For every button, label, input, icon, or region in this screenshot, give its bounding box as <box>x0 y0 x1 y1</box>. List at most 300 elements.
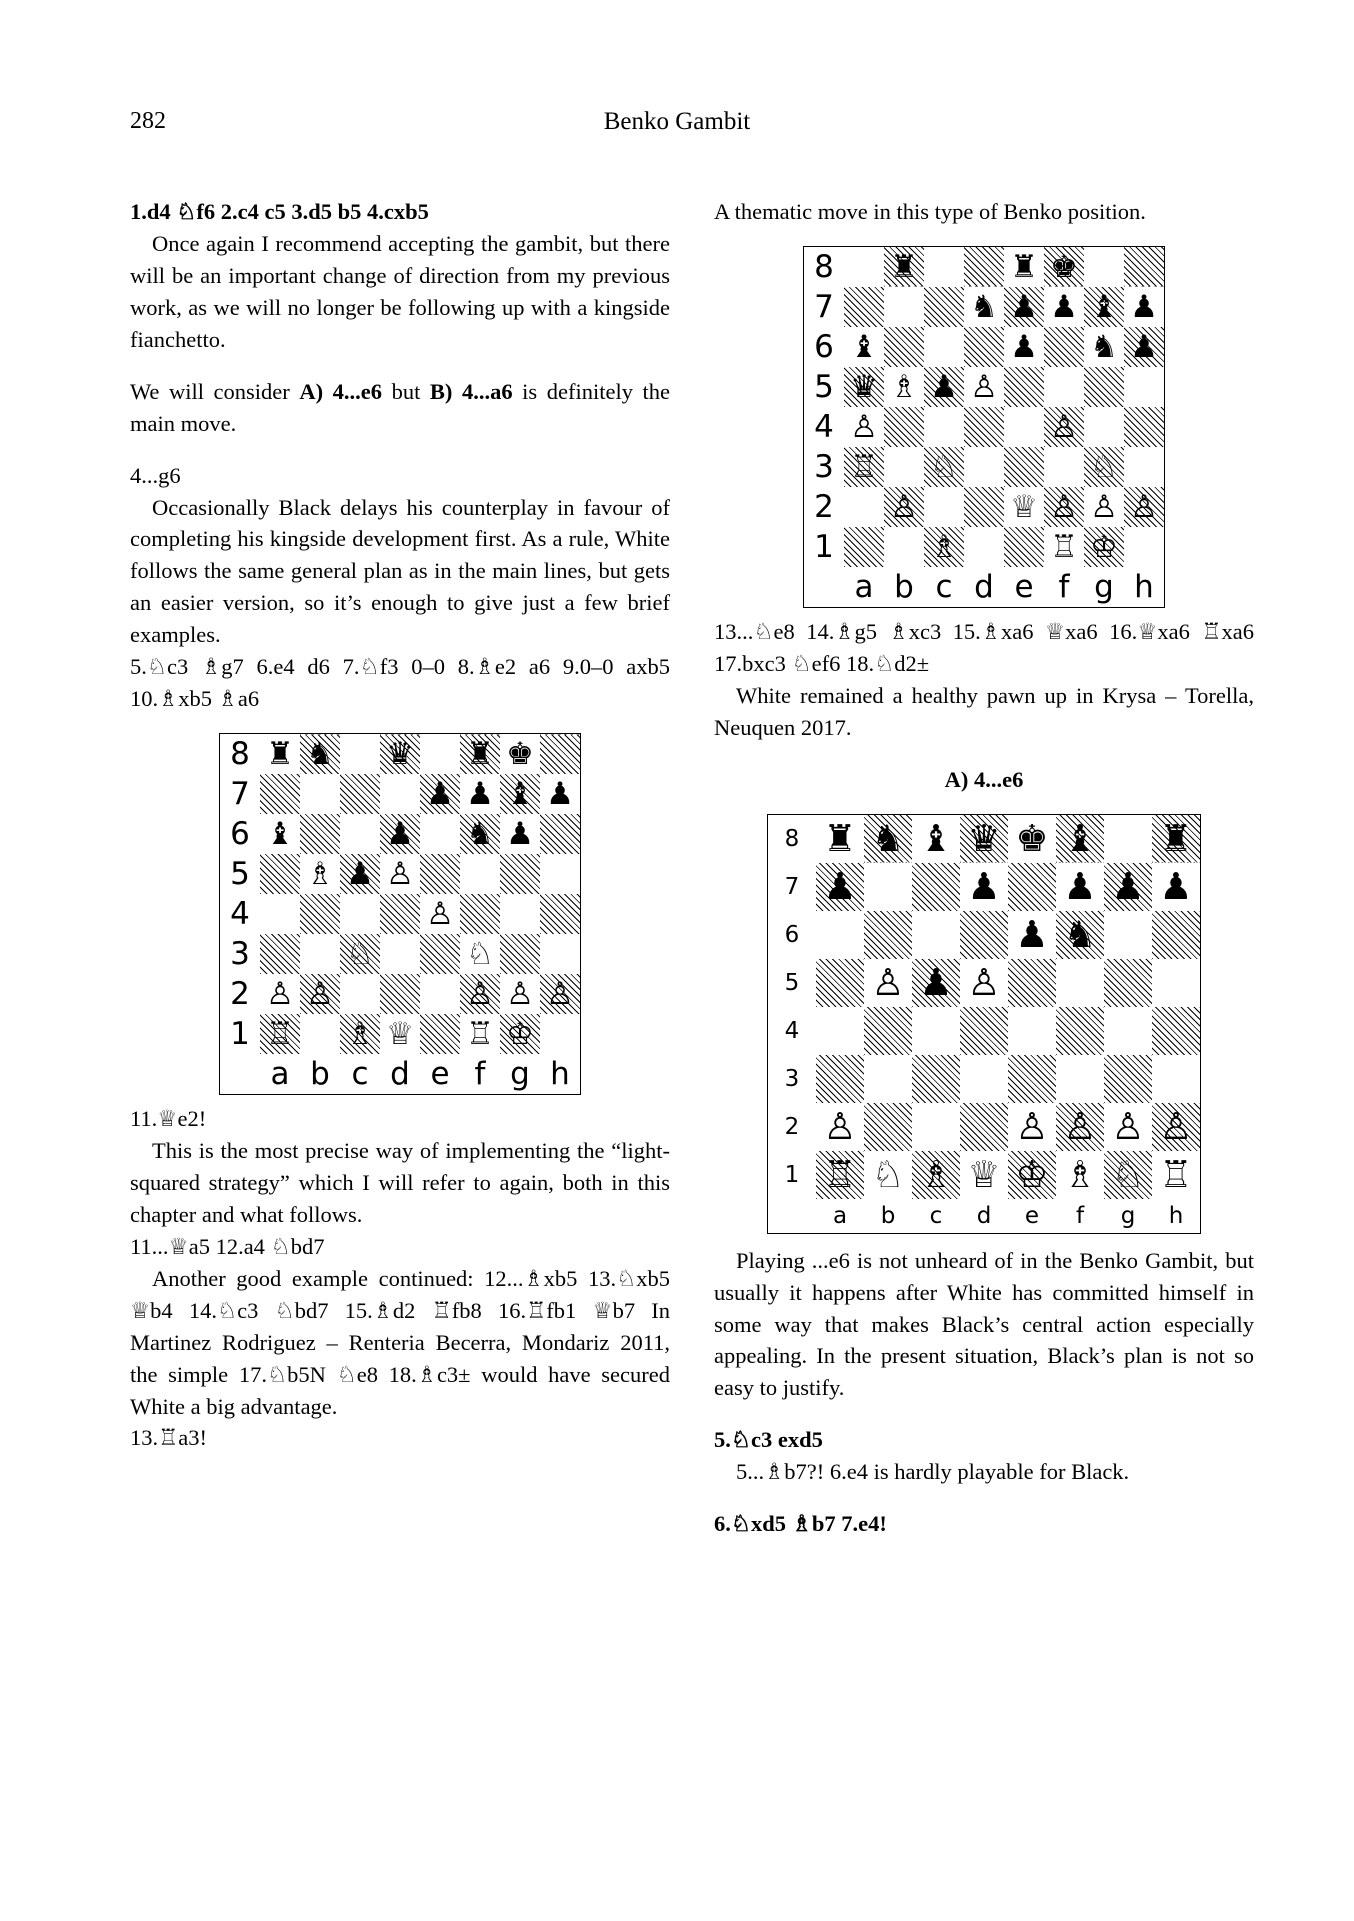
square-g6 <box>1104 911 1152 959</box>
square-g2 <box>500 974 540 1014</box>
file-label-f: f <box>474 1056 486 1093</box>
piece-f8: ♝ <box>1063 816 1097 860</box>
variation-a-label: A) 4...e6 <box>299 378 383 404</box>
square-d1 <box>960 1151 1008 1199</box>
square-c4 <box>924 407 964 447</box>
chess-board-left-inner <box>219 733 581 1095</box>
board-rank-row <box>768 1007 1201 1055</box>
square-f7 <box>1056 863 1104 911</box>
rank-label-7: 7 <box>230 776 250 813</box>
piece-g7: ♟ <box>1111 864 1145 908</box>
square-h2 <box>1152 1103 1201 1151</box>
square-f7 <box>1044 287 1084 327</box>
square-d6 <box>960 911 1008 959</box>
square-h6 <box>540 814 581 854</box>
piece-h2: ♙ <box>1159 1104 1193 1148</box>
square-h2 <box>1124 487 1165 527</box>
rank-label-1: 1 <box>784 1161 800 1188</box>
file-label-e: e <box>1014 568 1034 605</box>
left-column <box>130 196 670 1454</box>
piece-d1: ♕ <box>967 1152 1001 1196</box>
board-file-row <box>804 567 1165 608</box>
piece-b1: ♘ <box>871 1152 905 1196</box>
piece-f8: ♜ <box>466 736 494 773</box>
square-g6 <box>1084 327 1124 367</box>
move-5: 5.♘c3 exd5 <box>714 1427 823 1453</box>
piece-c5: ♟ <box>919 960 953 1004</box>
board-rank-row <box>768 911 1201 959</box>
chess-board-top-right <box>714 246 1254 608</box>
piece-g1: ♔ <box>1090 528 1118 565</box>
square-e5 <box>420 854 460 894</box>
piece-a1: ♖ <box>823 1152 857 1196</box>
square-b5 <box>864 959 912 1007</box>
rank-label-6: 6 <box>814 328 834 365</box>
piece-a5: ♛ <box>850 368 878 405</box>
square-h6 <box>1124 327 1165 367</box>
file-label-f: f <box>1058 568 1070 605</box>
piece-g7: ♝ <box>506 776 534 813</box>
square-h3 <box>1124 447 1165 487</box>
square-c8 <box>340 734 380 775</box>
file-label-b: b <box>310 1056 330 1093</box>
paragraph-2 <box>130 376 670 440</box>
board-rank-row <box>220 934 581 974</box>
square-f2 <box>460 974 500 1014</box>
square-d7 <box>960 863 1008 911</box>
square-d7 <box>380 774 420 814</box>
square-d7 <box>964 287 1004 327</box>
square-g8 <box>1084 246 1124 287</box>
piece-d7: ♞ <box>970 288 998 325</box>
square-c2 <box>924 487 964 527</box>
square-e3 <box>420 934 460 974</box>
file-row-spacer <box>768 1199 817 1234</box>
square-h7 <box>540 774 581 814</box>
piece-d5: ♙ <box>386 856 414 893</box>
square-a8 <box>260 734 300 775</box>
square-b3 <box>864 1055 912 1103</box>
square-h2 <box>540 974 581 1014</box>
board-rank-row <box>220 1014 581 1054</box>
square-e8 <box>1004 246 1044 287</box>
square-b1 <box>300 1014 340 1054</box>
square-c2 <box>912 1103 960 1151</box>
piece-f7: ♟ <box>1050 288 1078 325</box>
rank-label-8: 8 <box>814 248 834 285</box>
square-f5 <box>460 854 500 894</box>
board-rank-row <box>220 734 581 775</box>
board-rank-row <box>768 1151 1201 1199</box>
board-bottom-right-body <box>768 814 1201 1233</box>
square-h5 <box>1152 959 1201 1007</box>
square-g2 <box>1104 1103 1152 1151</box>
moves-line-2: 13...♘e8 14.♗g5 ♗xc3 15.♗xa6 ♕xa6 16.♕xa6 ♖xa6 17.bxc3 ♘ef6 18.♘d2± <box>714 618 1254 676</box>
piece-h7: ♟ <box>1130 288 1158 325</box>
square-e4 <box>1008 1007 1056 1055</box>
square-g4 <box>500 894 540 934</box>
square-b8 <box>864 814 912 863</box>
square-e2 <box>1008 1103 1056 1151</box>
piece-h2: ♙ <box>546 976 574 1013</box>
square-c8 <box>912 814 960 863</box>
chess-board-bottom-right-inner <box>767 814 1201 1234</box>
square-c1 <box>340 1014 380 1054</box>
piece-a4: ♙ <box>850 408 878 445</box>
square-c6 <box>924 327 964 367</box>
piece-f2: ♙ <box>466 976 494 1013</box>
move-6: 6.♘xd5 ♗b7 7.e4! <box>714 1511 887 1537</box>
piece-f8: ♚ <box>1050 248 1078 285</box>
rank-label-2: 2 <box>784 1113 800 1140</box>
square-b4 <box>884 407 924 447</box>
square-c5 <box>912 959 960 1007</box>
piece-c1: ♗ <box>346 1016 374 1053</box>
move-13: 13.♖a3! <box>130 1425 208 1451</box>
square-e7 <box>1004 287 1044 327</box>
square-b2 <box>864 1103 912 1151</box>
square-a2 <box>260 974 300 1014</box>
square-a7 <box>260 774 300 814</box>
piece-d5: ♙ <box>970 368 998 405</box>
square-d4 <box>964 407 1004 447</box>
file-label-c: c <box>351 1056 369 1093</box>
piece-d7: ♟ <box>967 864 1001 908</box>
square-a6 <box>816 911 864 959</box>
square-b5 <box>884 367 924 407</box>
file-label-a: a <box>832 1202 848 1229</box>
rank-label-5: 5 <box>784 969 800 996</box>
file-label-b: b <box>894 568 914 605</box>
square-f4 <box>1044 407 1084 447</box>
square-e6 <box>1004 327 1044 367</box>
square-f5 <box>1044 367 1084 407</box>
square-f6 <box>460 814 500 854</box>
right-paragraph-3: Playing ...e6 is not unheard of in the Benko Gambit, but usually it happens after White has committed himself in some way that makes Black’s central action especially appealing. In the present situation, Black’s plan is not so easy to justify. <box>714 1247 1254 1401</box>
piece-a1: ♖ <box>266 1016 294 1053</box>
p2-post: is definitely the main move. <box>130 378 670 436</box>
square-b7 <box>864 863 912 911</box>
square-c8 <box>924 246 964 287</box>
square-g8 <box>1104 814 1152 863</box>
file-label-e: e <box>430 1056 450 1093</box>
square-h5 <box>1124 367 1165 407</box>
square-b1 <box>864 1151 912 1199</box>
rank-label-6: 6 <box>230 816 250 853</box>
board-file-row <box>768 1199 1201 1234</box>
square-b1 <box>884 527 924 567</box>
square-d5 <box>960 959 1008 1007</box>
square-d5 <box>380 854 420 894</box>
piece-b2: ♙ <box>306 976 334 1013</box>
rank-label-8: 8 <box>230 736 250 773</box>
square-e2 <box>1004 487 1044 527</box>
square-e3 <box>1004 447 1044 487</box>
paragraph-3: Occasionally Black delays his counterplay in favour of completing his kingside development first. As a rule, White follows the same general plan as in the main lines, but gets an easier version, so it’s enough to give just a few brief examples. <box>130 494 670 648</box>
square-g4 <box>1104 1007 1152 1055</box>
square-h1 <box>540 1014 581 1054</box>
board-rank-row <box>804 246 1165 287</box>
piece-a2: ♙ <box>823 1104 857 1148</box>
piece-g6: ♟ <box>506 816 534 853</box>
square-d8 <box>964 246 1004 287</box>
file-label-f: f <box>1075 1202 1085 1229</box>
piece-e2: ♙ <box>1015 1104 1049 1148</box>
square-a5 <box>844 367 884 407</box>
square-d8 <box>960 814 1008 863</box>
square-b6 <box>884 327 924 367</box>
file-label-h: h <box>1134 568 1154 605</box>
chess-board-bottom-right <box>714 814 1254 1234</box>
piece-b5: ♗ <box>890 368 918 405</box>
square-f6 <box>1044 327 1084 367</box>
square-f2 <box>1044 487 1084 527</box>
piece-f2: ♙ <box>1063 1104 1097 1148</box>
piece-h6: ♟ <box>1130 328 1158 365</box>
square-a8 <box>844 246 884 287</box>
square-f1 <box>1056 1151 1104 1199</box>
square-d2 <box>964 487 1004 527</box>
square-e4 <box>1004 407 1044 447</box>
square-d8 <box>380 734 420 775</box>
board-rank-row <box>804 527 1165 567</box>
move-11b: 11...♕a5 12.a4 ♘bd7 <box>130 1233 325 1259</box>
square-d3 <box>964 447 1004 487</box>
piece-e7: ♟ <box>1010 288 1038 325</box>
board-rank-row <box>768 1103 1201 1151</box>
piece-d1: ♕ <box>386 1016 414 1053</box>
square-c1 <box>924 527 964 567</box>
variation-b-label: B) 4...a6 <box>429 378 513 404</box>
square-g7 <box>500 774 540 814</box>
square-c3 <box>912 1055 960 1103</box>
square-a8 <box>816 814 864 863</box>
piece-c1: ♗ <box>930 528 958 565</box>
square-g4 <box>1084 407 1124 447</box>
square-g1 <box>1084 527 1124 567</box>
square-e8 <box>420 734 460 775</box>
right-paragraph-2: White remained a healthy pawn up in Krysa – Torella, Neuquen 2017. <box>714 682 1254 740</box>
rank-label-2: 2 <box>230 976 250 1013</box>
piece-g1: ♔ <box>506 1016 534 1053</box>
square-f1 <box>1044 527 1084 567</box>
piece-b8: ♜ <box>890 248 918 285</box>
square-b4 <box>864 1007 912 1055</box>
square-e5 <box>1004 367 1044 407</box>
rank-label-5: 5 <box>230 856 250 893</box>
file-label-b: b <box>880 1202 896 1229</box>
square-c1 <box>912 1151 960 1199</box>
square-b8 <box>300 734 340 775</box>
square-a3 <box>844 447 884 487</box>
piece-h7: ♟ <box>1159 864 1193 908</box>
move-11: 11.♕e2! <box>130 1106 207 1132</box>
p2-pre: We will consider <box>130 378 300 404</box>
file-label-g: g <box>1120 1202 1136 1229</box>
board-grid-bottom-right <box>767 814 1201 1234</box>
square-e4 <box>420 894 460 934</box>
piece-h7: ♟ <box>546 776 574 813</box>
file-label-g: g <box>1094 568 1114 605</box>
rank-label-4: 4 <box>814 408 834 445</box>
square-b8 <box>884 246 924 287</box>
square-c7 <box>924 287 964 327</box>
square-d3 <box>380 934 420 974</box>
square-d2 <box>380 974 420 1014</box>
piece-e8: ♚ <box>1015 816 1049 860</box>
file-label-e: e <box>1024 1202 1040 1229</box>
piece-f3: ♘ <box>466 936 494 973</box>
board-rank-row <box>804 447 1165 487</box>
board-rank-row <box>220 774 581 814</box>
piece-e6: ♟ <box>1015 912 1049 956</box>
piece-g2: ♙ <box>1111 1104 1145 1148</box>
chess-board-left <box>130 733 670 1095</box>
rank-label-4: 4 <box>230 896 250 933</box>
square-h5 <box>540 854 581 894</box>
piece-e1: ♔ <box>1015 1152 1049 1196</box>
square-g5 <box>500 854 540 894</box>
square-e7 <box>1008 863 1056 911</box>
file-label-d: d <box>974 568 994 605</box>
board-rank-row <box>220 854 581 894</box>
board-rank-row <box>220 814 581 854</box>
square-h6 <box>1152 911 1201 959</box>
piece-c3: ♘ <box>930 448 958 485</box>
square-a3 <box>260 934 300 974</box>
square-f4 <box>460 894 500 934</box>
board-top-right-body <box>804 246 1165 607</box>
square-h4 <box>1124 407 1165 447</box>
square-e1 <box>1008 1151 1056 1199</box>
square-a1 <box>260 1014 300 1054</box>
square-a7 <box>844 287 884 327</box>
paragraph-4: This is the most precise way of implementing the “light-squared strategy” which I will refer to again, both in this chapter and what follows. <box>130 1138 670 1227</box>
square-d4 <box>960 1007 1008 1055</box>
square-b3 <box>300 934 340 974</box>
board-file-row <box>220 1054 581 1095</box>
square-h1 <box>1152 1151 1201 1199</box>
piece-f4: ♙ <box>1050 408 1078 445</box>
square-h8 <box>1152 814 1201 863</box>
square-b2 <box>300 974 340 1014</box>
square-h7 <box>1152 863 1201 911</box>
square-b7 <box>300 774 340 814</box>
right-paragraph-4: 5...♗b7?! 6.e4 is hardly playable for Black. <box>736 1459 1130 1485</box>
square-a5 <box>816 959 864 1007</box>
p2-mid: but <box>382 378 430 404</box>
rank-label-2: 2 <box>814 488 834 525</box>
square-d1 <box>380 1014 420 1054</box>
square-a4 <box>844 407 884 447</box>
right-paragraph-1: A thematic move in this type of Benko position. <box>714 199 1146 224</box>
piece-f6: ♞ <box>466 816 494 853</box>
piece-g8: ♚ <box>506 736 534 773</box>
right-column <box>714 196 1254 1540</box>
piece-d8: ♛ <box>967 816 1001 860</box>
piece-b5: ♗ <box>306 856 334 893</box>
square-e3 <box>1008 1055 1056 1103</box>
square-c4 <box>912 1007 960 1055</box>
square-e6 <box>420 814 460 854</box>
piece-e2: ♕ <box>1010 488 1038 525</box>
file-row-spacer <box>804 567 845 608</box>
square-g7 <box>1104 863 1152 911</box>
square-h3 <box>1152 1055 1201 1103</box>
square-g2 <box>1084 487 1124 527</box>
piece-d6: ♟ <box>386 816 414 853</box>
piece-f1: ♖ <box>466 1016 494 1053</box>
file-label-d: d <box>976 1202 992 1229</box>
board-rank-row <box>220 974 581 1014</box>
piece-b8: ♞ <box>871 816 905 860</box>
chess-board-top-right-inner <box>803 246 1165 608</box>
square-f8 <box>460 734 500 775</box>
section-heading-a: A) 4...e6 <box>944 766 1024 792</box>
piece-g7: ♝ <box>1090 288 1118 325</box>
piece-e4: ♙ <box>426 896 454 933</box>
square-b6 <box>864 911 912 959</box>
square-h8 <box>540 734 581 775</box>
piece-c3: ♘ <box>346 936 374 973</box>
square-h4 <box>1152 1007 1201 1055</box>
square-a3 <box>816 1055 864 1103</box>
page-number: 282 <box>130 108 166 134</box>
file-label-a: a <box>854 568 874 605</box>
square-a4 <box>816 1007 864 1055</box>
square-e1 <box>1004 527 1044 567</box>
square-g8 <box>500 734 540 775</box>
square-d2 <box>960 1103 1008 1151</box>
square-b2 <box>884 487 924 527</box>
square-h4 <box>540 894 581 934</box>
square-g3 <box>1104 1055 1152 1103</box>
piece-g6: ♞ <box>1090 328 1118 365</box>
board-rank-row <box>768 959 1201 1007</box>
square-h3 <box>540 934 581 974</box>
piece-g1: ♘ <box>1111 1152 1145 1196</box>
square-f5 <box>1056 959 1104 1007</box>
square-e8 <box>1008 814 1056 863</box>
square-e7 <box>420 774 460 814</box>
rank-label-3: 3 <box>230 936 250 973</box>
square-d5 <box>964 367 1004 407</box>
square-f2 <box>1056 1103 1104 1151</box>
piece-f7: ♟ <box>466 776 494 813</box>
rank-label-1: 1 <box>230 1016 250 1053</box>
piece-a8: ♜ <box>823 816 857 860</box>
rank-label-3: 3 <box>784 1065 800 1092</box>
move-4-g6: 4...g6 <box>130 462 181 488</box>
board-left-body <box>220 734 581 1095</box>
square-f3 <box>1044 447 1084 487</box>
square-f8 <box>1056 814 1104 863</box>
square-b5 <box>300 854 340 894</box>
piece-h1: ♖ <box>1159 1152 1193 1196</box>
rank-label-1: 1 <box>814 528 834 565</box>
square-d3 <box>960 1055 1008 1103</box>
square-g1 <box>500 1014 540 1054</box>
piece-e6: ♟ <box>1010 328 1038 365</box>
piece-f7: ♟ <box>1063 864 1097 908</box>
paragraph-1: Once again I recommend accepting the gambit, but there will be an important change of direction from my previous work, as we will no longer be following up with a kingside fianchetto. <box>130 230 670 352</box>
square-b4 <box>300 894 340 934</box>
square-f3 <box>460 934 500 974</box>
square-g3 <box>500 934 540 974</box>
rank-label-8: 8 <box>784 825 800 852</box>
square-a1 <box>816 1151 864 1199</box>
board-rank-row <box>804 287 1165 327</box>
